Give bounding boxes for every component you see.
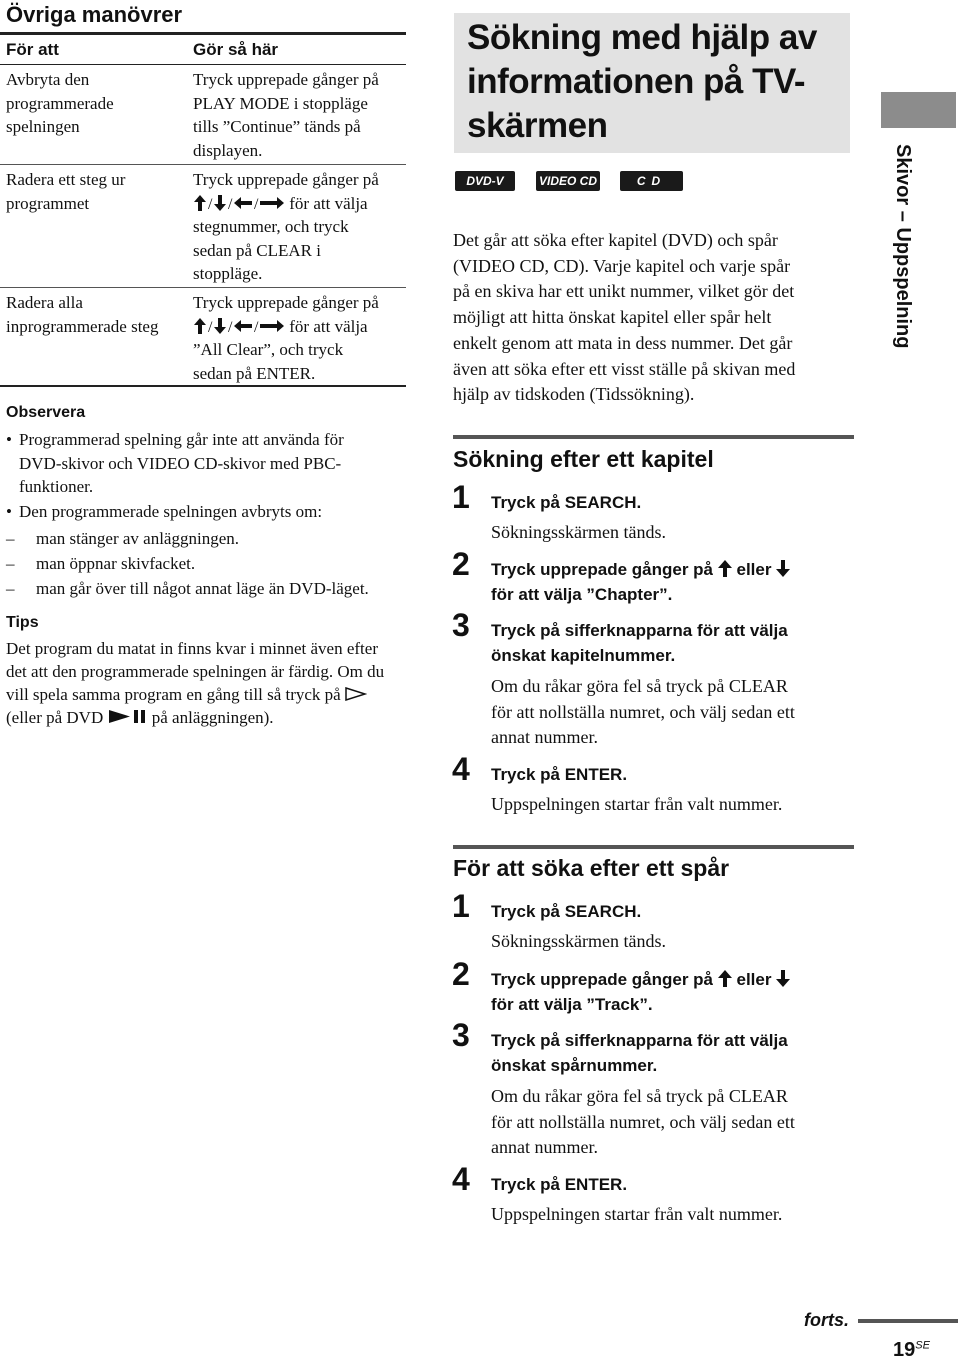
note-bullet-2 xyxy=(6,500,406,524)
step-line xyxy=(491,558,851,583)
table-row-3-action xyxy=(6,291,186,338)
bullet-line: Den programmerade spelningen avbryts om: xyxy=(19,502,323,521)
tips-line: det att den programmerade spelningen är färdig. Om du xyxy=(6,662,385,681)
tips-line xyxy=(6,706,406,729)
cell-text: för att välja xyxy=(285,193,368,213)
svg-text:/: / xyxy=(208,318,213,335)
bullet-line: Programmerad spelning går inte att använda för xyxy=(19,430,344,449)
up-down-left-right-arrows-icon xyxy=(193,194,285,213)
cell-line: Tryck upprepade gånger på xyxy=(193,170,379,189)
step-text: Tryck upprepade gånger på xyxy=(491,560,714,579)
step-result xyxy=(491,674,861,751)
step-line: önskat spårnummer. xyxy=(491,1055,658,1075)
up-arrow-icon xyxy=(718,970,732,989)
intro-line: (VIDEO CD, CD). Varje kapitel och varje spår xyxy=(453,255,791,276)
cell-line: inprogrammerade steg xyxy=(6,316,159,336)
continued-label: forts. xyxy=(804,1310,849,1330)
down-arrow-icon xyxy=(776,970,790,989)
note-heading-observera: Observera xyxy=(6,404,86,421)
step-text: eller xyxy=(736,970,772,989)
step-number: 2 xyxy=(452,546,470,582)
step-line: Om du råkar göra fel så tryck på CLEAR xyxy=(491,676,788,696)
down-arrow-icon xyxy=(776,560,790,579)
step-result: Sökningsskärmen tänds. xyxy=(491,522,666,542)
cell-line: stegnummer, och tryck xyxy=(193,217,349,236)
dash-item xyxy=(6,577,369,601)
step-line: Tryck på sifferknapparna för att välja xyxy=(491,621,788,640)
note-heading-tips: Tips xyxy=(6,614,39,631)
step-number: 3 xyxy=(452,1017,470,1053)
bullet-icon: • xyxy=(6,430,12,449)
table-row-3-instructions xyxy=(193,291,405,385)
cell-line: displayen. xyxy=(193,140,263,160)
cell-line: Tryck upprepade gånger på xyxy=(193,293,379,312)
note-bullet-1 xyxy=(6,428,406,499)
step-instruction: Tryck på SEARCH. xyxy=(491,493,642,512)
tips-paragraph xyxy=(6,637,406,729)
step-number: 4 xyxy=(452,751,470,787)
step-text: Tryck upprepade gånger på xyxy=(491,970,714,989)
step-number: 1 xyxy=(452,479,470,515)
section-rule xyxy=(453,845,854,849)
table-bottom-rule xyxy=(0,385,406,387)
step-line: Om du råkar göra fel så tryck på CLEAR xyxy=(491,1086,788,1106)
column-header-gor-sa-har: Gör så här xyxy=(193,40,279,59)
step-result: Uppspelningen startar från valt nummer. xyxy=(491,794,783,814)
cell-line: sedan på ENTER. xyxy=(193,363,316,383)
row-divider xyxy=(0,164,406,165)
cell-line: spelningen xyxy=(6,117,80,136)
intro-paragraph xyxy=(453,228,858,408)
side-tab-marker xyxy=(881,92,956,128)
dash-item xyxy=(6,552,195,576)
play-pause-icon xyxy=(108,708,148,727)
tips-text: (eller på DVD xyxy=(6,708,104,727)
bullet-icon: • xyxy=(6,502,12,521)
arrow-line xyxy=(193,315,405,339)
cell-line: programmet xyxy=(6,193,90,213)
badge-cd: CD xyxy=(620,171,683,191)
step-text: eller xyxy=(736,560,772,579)
cell-line: sedan på CLEAR i xyxy=(193,240,321,260)
step-instruction xyxy=(491,558,851,607)
tips-line: Det program du matat in finns kvar i minnet även efter xyxy=(6,639,378,658)
cell-line: PLAY MODE i stoppläge xyxy=(193,93,368,113)
svg-text:/: / xyxy=(254,318,259,335)
step-number: 2 xyxy=(452,956,470,992)
section-title-kapitel: Sökning efter ett kapitel xyxy=(453,446,714,472)
step-number: 1 xyxy=(452,888,470,924)
step-instruction xyxy=(491,968,851,1017)
page-number xyxy=(893,1339,930,1362)
header-rule xyxy=(0,64,406,65)
intro-line: möjligt att hitta önskat kapitel eller spår helt xyxy=(453,307,772,328)
svg-text:/: / xyxy=(228,318,233,335)
dash-text: man stänger av anläggningen. xyxy=(36,529,239,548)
step-instruction xyxy=(491,619,851,668)
cell-line: Tryck upprepade gånger på xyxy=(193,70,379,89)
svg-text:/: / xyxy=(254,195,259,212)
intro-line: Det går att söka efter kapitel (DVD) och spår xyxy=(453,230,778,250)
step-line xyxy=(491,968,851,993)
row-divider xyxy=(0,287,406,288)
page-number-suffix: SE xyxy=(915,1339,930,1352)
step-number: 4 xyxy=(452,1161,470,1197)
table-row-1-instructions xyxy=(193,68,405,162)
continued-rule xyxy=(858,1319,958,1323)
dash-icon: – xyxy=(6,554,15,573)
column-header-for-att: För att xyxy=(6,40,59,59)
cell-line: tills ”Continue” tänds på xyxy=(193,117,361,136)
cell-line: programmerade xyxy=(6,93,114,113)
play-icon xyxy=(345,685,367,704)
section-rule xyxy=(453,435,854,439)
dash-text: man går över till något annat läge än DVD-läget. xyxy=(36,579,369,598)
table-row-1-action xyxy=(6,68,186,139)
dash-icon: – xyxy=(6,579,15,598)
intro-line: på en skiva har ett unikt nummer, vilket gör det xyxy=(453,281,795,302)
section-title-spar: För att söka efter ett spår xyxy=(453,855,730,881)
up-arrow-icon xyxy=(718,560,732,579)
tips-text: på anläggningen). xyxy=(151,708,274,727)
up-down-left-right-arrows-icon xyxy=(193,317,285,336)
title-line: Sökning med hjälp av xyxy=(467,18,817,57)
table-row-2-instructions xyxy=(193,168,405,286)
dash-text: man öppnar skivfacket. xyxy=(36,554,196,573)
cell-line: Radera ett steg ur xyxy=(6,170,126,189)
step-instruction: Tryck på SEARCH. xyxy=(491,902,642,921)
side-tab-label xyxy=(887,140,923,400)
step-line: för att välja ”Chapter”. xyxy=(491,584,673,604)
step-result: Sökningsskärmen tänds. xyxy=(491,931,666,951)
dash-icon: – xyxy=(6,529,15,548)
cell-line: ”All Clear”, och tryck xyxy=(193,340,344,359)
step-number: 3 xyxy=(452,607,470,643)
bullet-line: funktioner. xyxy=(19,477,94,496)
title-line: informationen på TV- xyxy=(467,62,806,101)
step-line: för att nollställa numret, och välj sedan ett xyxy=(491,1111,795,1132)
step-line: för att nollställa numret, och välj sedan ett xyxy=(491,701,795,722)
side-tab-text: Skivor – Uppspelning xyxy=(892,144,914,349)
intro-line: hjälp av tidskoden (Tidssökning). xyxy=(453,384,695,405)
intro-line: enkelt genom att mata in dess nummer. Det går xyxy=(453,332,793,353)
tips-text: vill spela samma program en gång till så tryck på xyxy=(6,685,341,704)
cell-line: Radera alla xyxy=(6,293,83,312)
intro-line: även att söka efter ett visst ställe på skivan med xyxy=(453,358,796,379)
svg-text:/: / xyxy=(228,195,233,212)
badge-video-cd: VIDEO CD xyxy=(536,171,600,191)
cell-line: stoppläge. xyxy=(193,264,263,283)
arrow-line xyxy=(193,192,405,216)
step-line: önskat kapitelnummer. xyxy=(491,645,676,665)
step-line: för att välja ”Track”. xyxy=(491,994,653,1014)
step-result xyxy=(491,1084,861,1161)
title-rule xyxy=(0,32,406,35)
step-line: Tryck på sifferknapparna för att välja xyxy=(491,1031,788,1050)
section-title-ovriga-manovrer: Övriga manövrer xyxy=(6,2,183,27)
section-title-sokning xyxy=(467,16,827,148)
cell-text: för att välja xyxy=(285,316,368,336)
step-result: Uppspelningen startar från valt nummer. xyxy=(491,1204,783,1224)
badge-dvd-v: DVD-V xyxy=(455,171,515,191)
step-line: annat nummer. xyxy=(491,727,598,747)
cell-line: Avbryta den xyxy=(6,70,90,89)
bullet-line: DVD-skivor och VIDEO CD-skivor med PBC- xyxy=(19,453,342,473)
step-instruction xyxy=(491,1029,851,1078)
tips-line xyxy=(6,683,406,706)
page-number-value: 19 xyxy=(893,1339,916,1361)
step-instruction: Tryck på ENTER. xyxy=(491,765,628,784)
dash-item xyxy=(6,527,239,551)
table-row-2-action xyxy=(6,168,186,215)
step-instruction: Tryck på ENTER. xyxy=(491,1175,628,1194)
title-line: skärmen xyxy=(467,106,608,145)
step-line: annat nummer. xyxy=(491,1137,598,1157)
svg-text:/: / xyxy=(208,195,213,212)
